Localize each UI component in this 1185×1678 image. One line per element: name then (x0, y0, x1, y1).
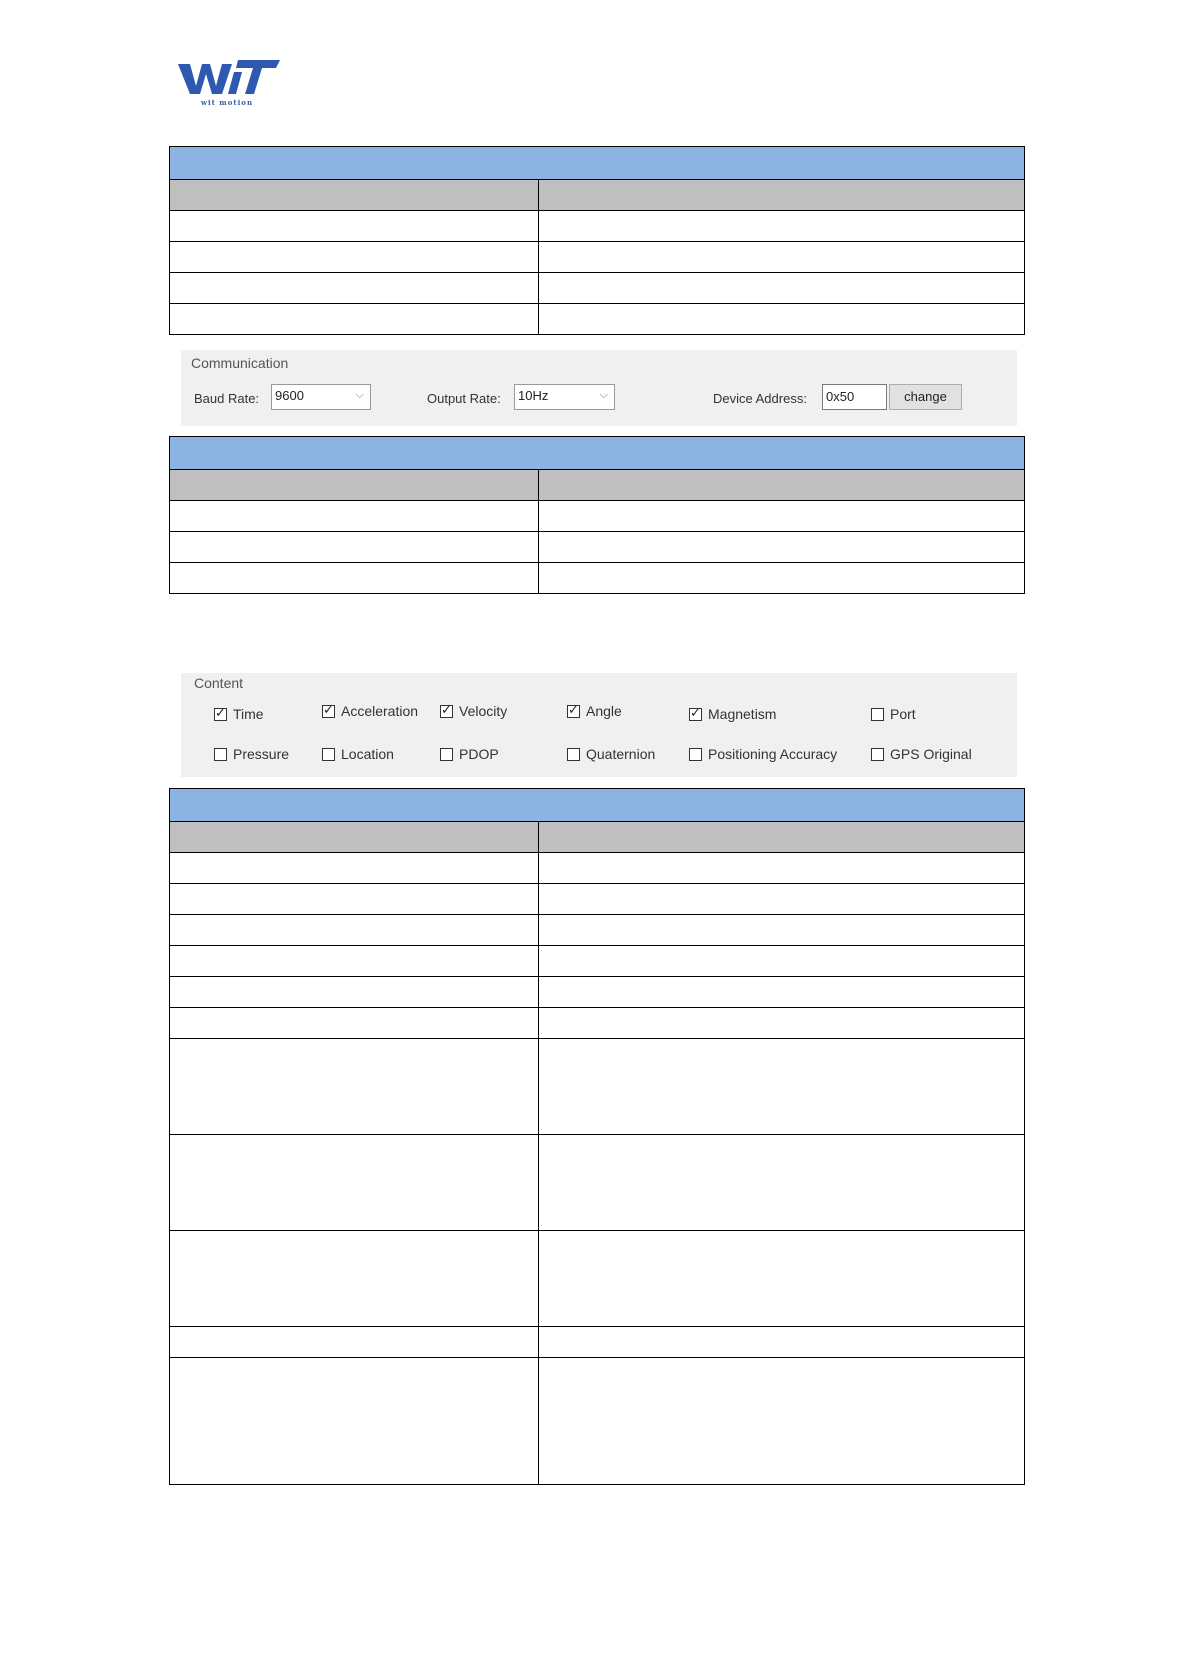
table-cell (170, 1327, 539, 1358)
table-cell (539, 273, 1025, 304)
baud-rate-select[interactable] (271, 384, 371, 410)
table-cell (170, 532, 539, 563)
velocity-checkbox[interactable] (440, 703, 507, 721)
table-cell (170, 242, 539, 273)
magnetism-checkbox[interactable] (689, 706, 776, 724)
table-cell (539, 242, 1025, 273)
table-title-row (170, 437, 1025, 470)
table-cell (539, 1231, 1025, 1327)
table-cell (170, 1135, 539, 1231)
pdop-checkbox[interactable] (440, 746, 499, 764)
output-rate-value: 10Hz (518, 388, 549, 403)
checkbox-label: Angle (586, 703, 622, 719)
checkbox-box[interactable] (322, 702, 335, 718)
angle-checkbox[interactable] (567, 703, 622, 721)
checkbox-label: GPS Original (890, 746, 972, 762)
table-cell (170, 915, 539, 946)
spec-table-1 (169, 146, 1025, 335)
table-cell (170, 304, 539, 335)
table-cell (170, 853, 539, 884)
checkmark-icon: ✓ (441, 702, 452, 717)
chevron-down-icon: ⌵ (355, 389, 364, 401)
checkbox-box[interactable] (689, 705, 702, 721)
table-cell (170, 501, 539, 532)
checkbox-box[interactable] (440, 702, 453, 718)
checkbox-box[interactable] (567, 702, 580, 718)
table-cell (539, 304, 1025, 335)
table-cell (539, 211, 1025, 242)
checkbox-label: Port (890, 706, 916, 722)
table-cell (170, 946, 539, 977)
device-address-label: Device Address: (713, 391, 807, 406)
output-rate-select[interactable] (514, 384, 615, 410)
checkbox-label: Magnetism (708, 706, 777, 722)
table-header-cell (539, 180, 1025, 211)
checkbox-box[interactable] (689, 748, 702, 761)
logo-text: wit motion (200, 98, 254, 107)
port-checkbox[interactable] (871, 706, 916, 724)
output-rate-label: Output Rate: (427, 391, 501, 406)
communication-panel (181, 350, 1017, 426)
table-cell (539, 1327, 1025, 1358)
table-header-cell (539, 822, 1025, 853)
table-cell (170, 1039, 539, 1135)
baud-rate-value: 9600 (275, 388, 304, 403)
table-cell (539, 501, 1025, 532)
checkbox-label: Location (341, 746, 394, 762)
wit-motion-logo (178, 58, 280, 114)
checkbox-box[interactable] (567, 748, 580, 761)
table-cell (539, 563, 1025, 594)
table-cell (170, 1358, 539, 1485)
table-cell (539, 532, 1025, 563)
spec-table-3 (169, 788, 1025, 1485)
change-button[interactable]: change (889, 384, 962, 410)
table-header-cell (170, 822, 539, 853)
checkmark-icon: ✓ (568, 702, 579, 717)
checkbox-label: Acceleration (341, 703, 419, 719)
table-title-row (170, 789, 1025, 822)
table-cell (170, 977, 539, 1008)
checkbox-label: Quaternion (586, 746, 656, 762)
table-cell (539, 1358, 1025, 1485)
logo-mark-icon (178, 58, 280, 98)
acceleration-checkbox[interactable] (322, 703, 418, 721)
table-cell (170, 273, 539, 304)
checkbox-box[interactable] (214, 748, 227, 761)
checkbox-label: Velocity (459, 703, 508, 719)
checkbox-label: Time (233, 706, 264, 722)
checkbox-box[interactable] (440, 748, 453, 761)
table-header-cell (539, 470, 1025, 501)
table-cell (539, 853, 1025, 884)
checkbox-label: Positioning Accuracy (708, 746, 838, 762)
checkmark-icon: ✓ (323, 702, 334, 717)
checkmark-icon: ✓ (215, 705, 226, 720)
checkbox-label: PDOP (459, 746, 499, 762)
table-header-cell (170, 180, 539, 211)
communication-title: Communication (191, 355, 289, 371)
table-title-row (170, 147, 1025, 180)
checkbox-box[interactable] (871, 748, 884, 761)
table-cell (539, 1008, 1025, 1039)
positioning-accuracy-checkbox[interactable] (689, 746, 837, 764)
checkbox-box[interactable] (214, 705, 227, 721)
table-cell (539, 977, 1025, 1008)
spec-table-2 (169, 436, 1025, 594)
checkbox-box[interactable] (322, 748, 335, 761)
table-header-cell (170, 470, 539, 501)
gps-original-checkbox[interactable] (871, 746, 972, 764)
quaternion-checkbox[interactable] (567, 746, 655, 764)
table-cell (539, 1135, 1025, 1231)
checkbox-label: Pressure (233, 746, 290, 762)
table-cell (539, 946, 1025, 977)
content-title: Content (194, 675, 244, 691)
table-cell (539, 915, 1025, 946)
device-address-input[interactable]: 0x50 (822, 384, 887, 410)
table-cell (539, 884, 1025, 915)
baud-rate-label: Baud Rate: (194, 391, 260, 406)
table-cell (539, 1039, 1025, 1135)
checkbox-box[interactable] (871, 708, 884, 721)
content-panel (181, 673, 1017, 777)
location-checkbox[interactable] (322, 746, 394, 764)
pressure-checkbox[interactable] (214, 746, 289, 764)
time-checkbox[interactable] (214, 706, 264, 724)
chevron-down-icon: ⌵ (599, 389, 608, 401)
table-cell (170, 884, 539, 915)
table-cell (170, 1008, 539, 1039)
table-cell (170, 563, 539, 594)
table-cell (170, 211, 539, 242)
table-cell (170, 1231, 539, 1327)
checkmark-icon: ✓ (690, 705, 701, 720)
